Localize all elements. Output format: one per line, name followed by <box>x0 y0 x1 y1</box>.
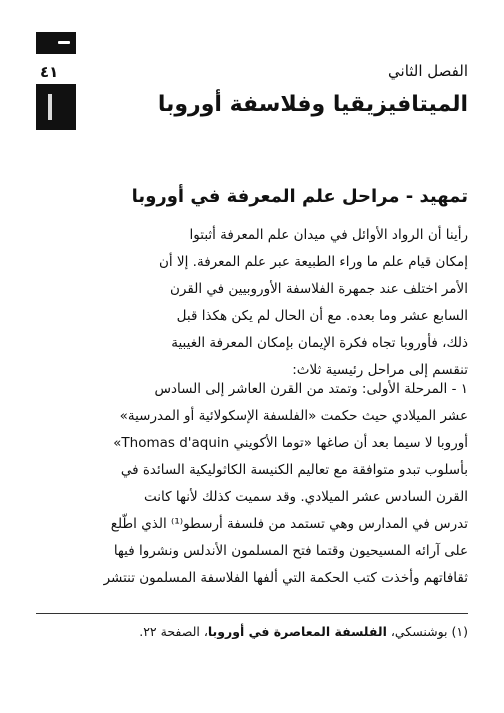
text-line: السابع عشر وما بعده. مع أن الحال لم يكن هكذا قبل <box>176 308 468 324</box>
text-line: على آرائه المسيحيون وقتما فتح المسلمون الأندلس ونشروا فيها <box>113 543 468 559</box>
intro-paragraph <box>36 222 468 384</box>
text-line: تنقسم إلى مراحل رئيسية ثلاث: <box>292 362 468 378</box>
text-line: ثقافاتهم وأخذت كتب الحكمة التي ألفها الفلاسفة المسلمون تنتشر <box>103 570 468 586</box>
thumb-index-mark <box>58 41 70 44</box>
text-line: ذلك، فأوروبا تجاه فكرة الإيمان بإمكان المعرفة الغيبية <box>171 335 468 351</box>
text-line: تدرس في المدارس وهي تستمد من فلسفة أرسطو⁽¹⁾ الذي اطّلع <box>110 516 468 532</box>
footnote <box>139 624 468 639</box>
text-line: أوروبا لا سيما بعد أن صاغها «توما الأكويني Thomas d'aquin» <box>113 435 468 451</box>
footnote-book-title: الفلسفة المعاصرة في أوروبا <box>207 624 387 639</box>
text-line: ١ - المرحلة الأولى: وتمتد من القرن العاشر إلى السادس <box>154 381 468 397</box>
text-line: الأمر اختلف عند جمهرة الفلاسفة الأوروبيين في القرن <box>170 281 468 297</box>
footnote-suffix: ، الصفحة ٢٢. <box>139 624 208 639</box>
thumb-index-tab <box>36 32 76 54</box>
chapter-title: الميتافيزيقيا وفلاسفة أوروبا <box>157 92 468 117</box>
text-line: إمكان قيام علم ما وراء الطبيعة عبر علم المعرفة. إلا أن <box>158 254 468 270</box>
section-heading: تمهيد - مراحل علم المعرفة في أوروبا <box>131 186 468 207</box>
footnote-divider <box>36 613 468 614</box>
page-number: ٤١ <box>40 63 59 81</box>
text-line: القرن السادس عشر الميلادي. وقد سميت كذلك لأنها كانت <box>144 489 468 505</box>
phase-one-paragraph <box>36 376 468 592</box>
footnote-prefix: (١) بوشنسكي، <box>386 624 468 639</box>
chapter-label: الفصل الثاني <box>388 62 468 80</box>
text-line: عشر الميلادي حيث حكمت «الفلسفة الإسكولائية أو المدرسية» <box>119 408 468 424</box>
chapter-side-mark <box>48 94 52 120</box>
text-line: بأسلوب تبدو متوافقة مع تعاليم الكنيسة الكاثوليكية السائدة في <box>120 462 468 478</box>
text-line: رأينا أن الرواد الأوائل في ميدان علم المعرفة أثبتوا <box>189 227 468 243</box>
chapter-side-tab <box>36 84 76 130</box>
